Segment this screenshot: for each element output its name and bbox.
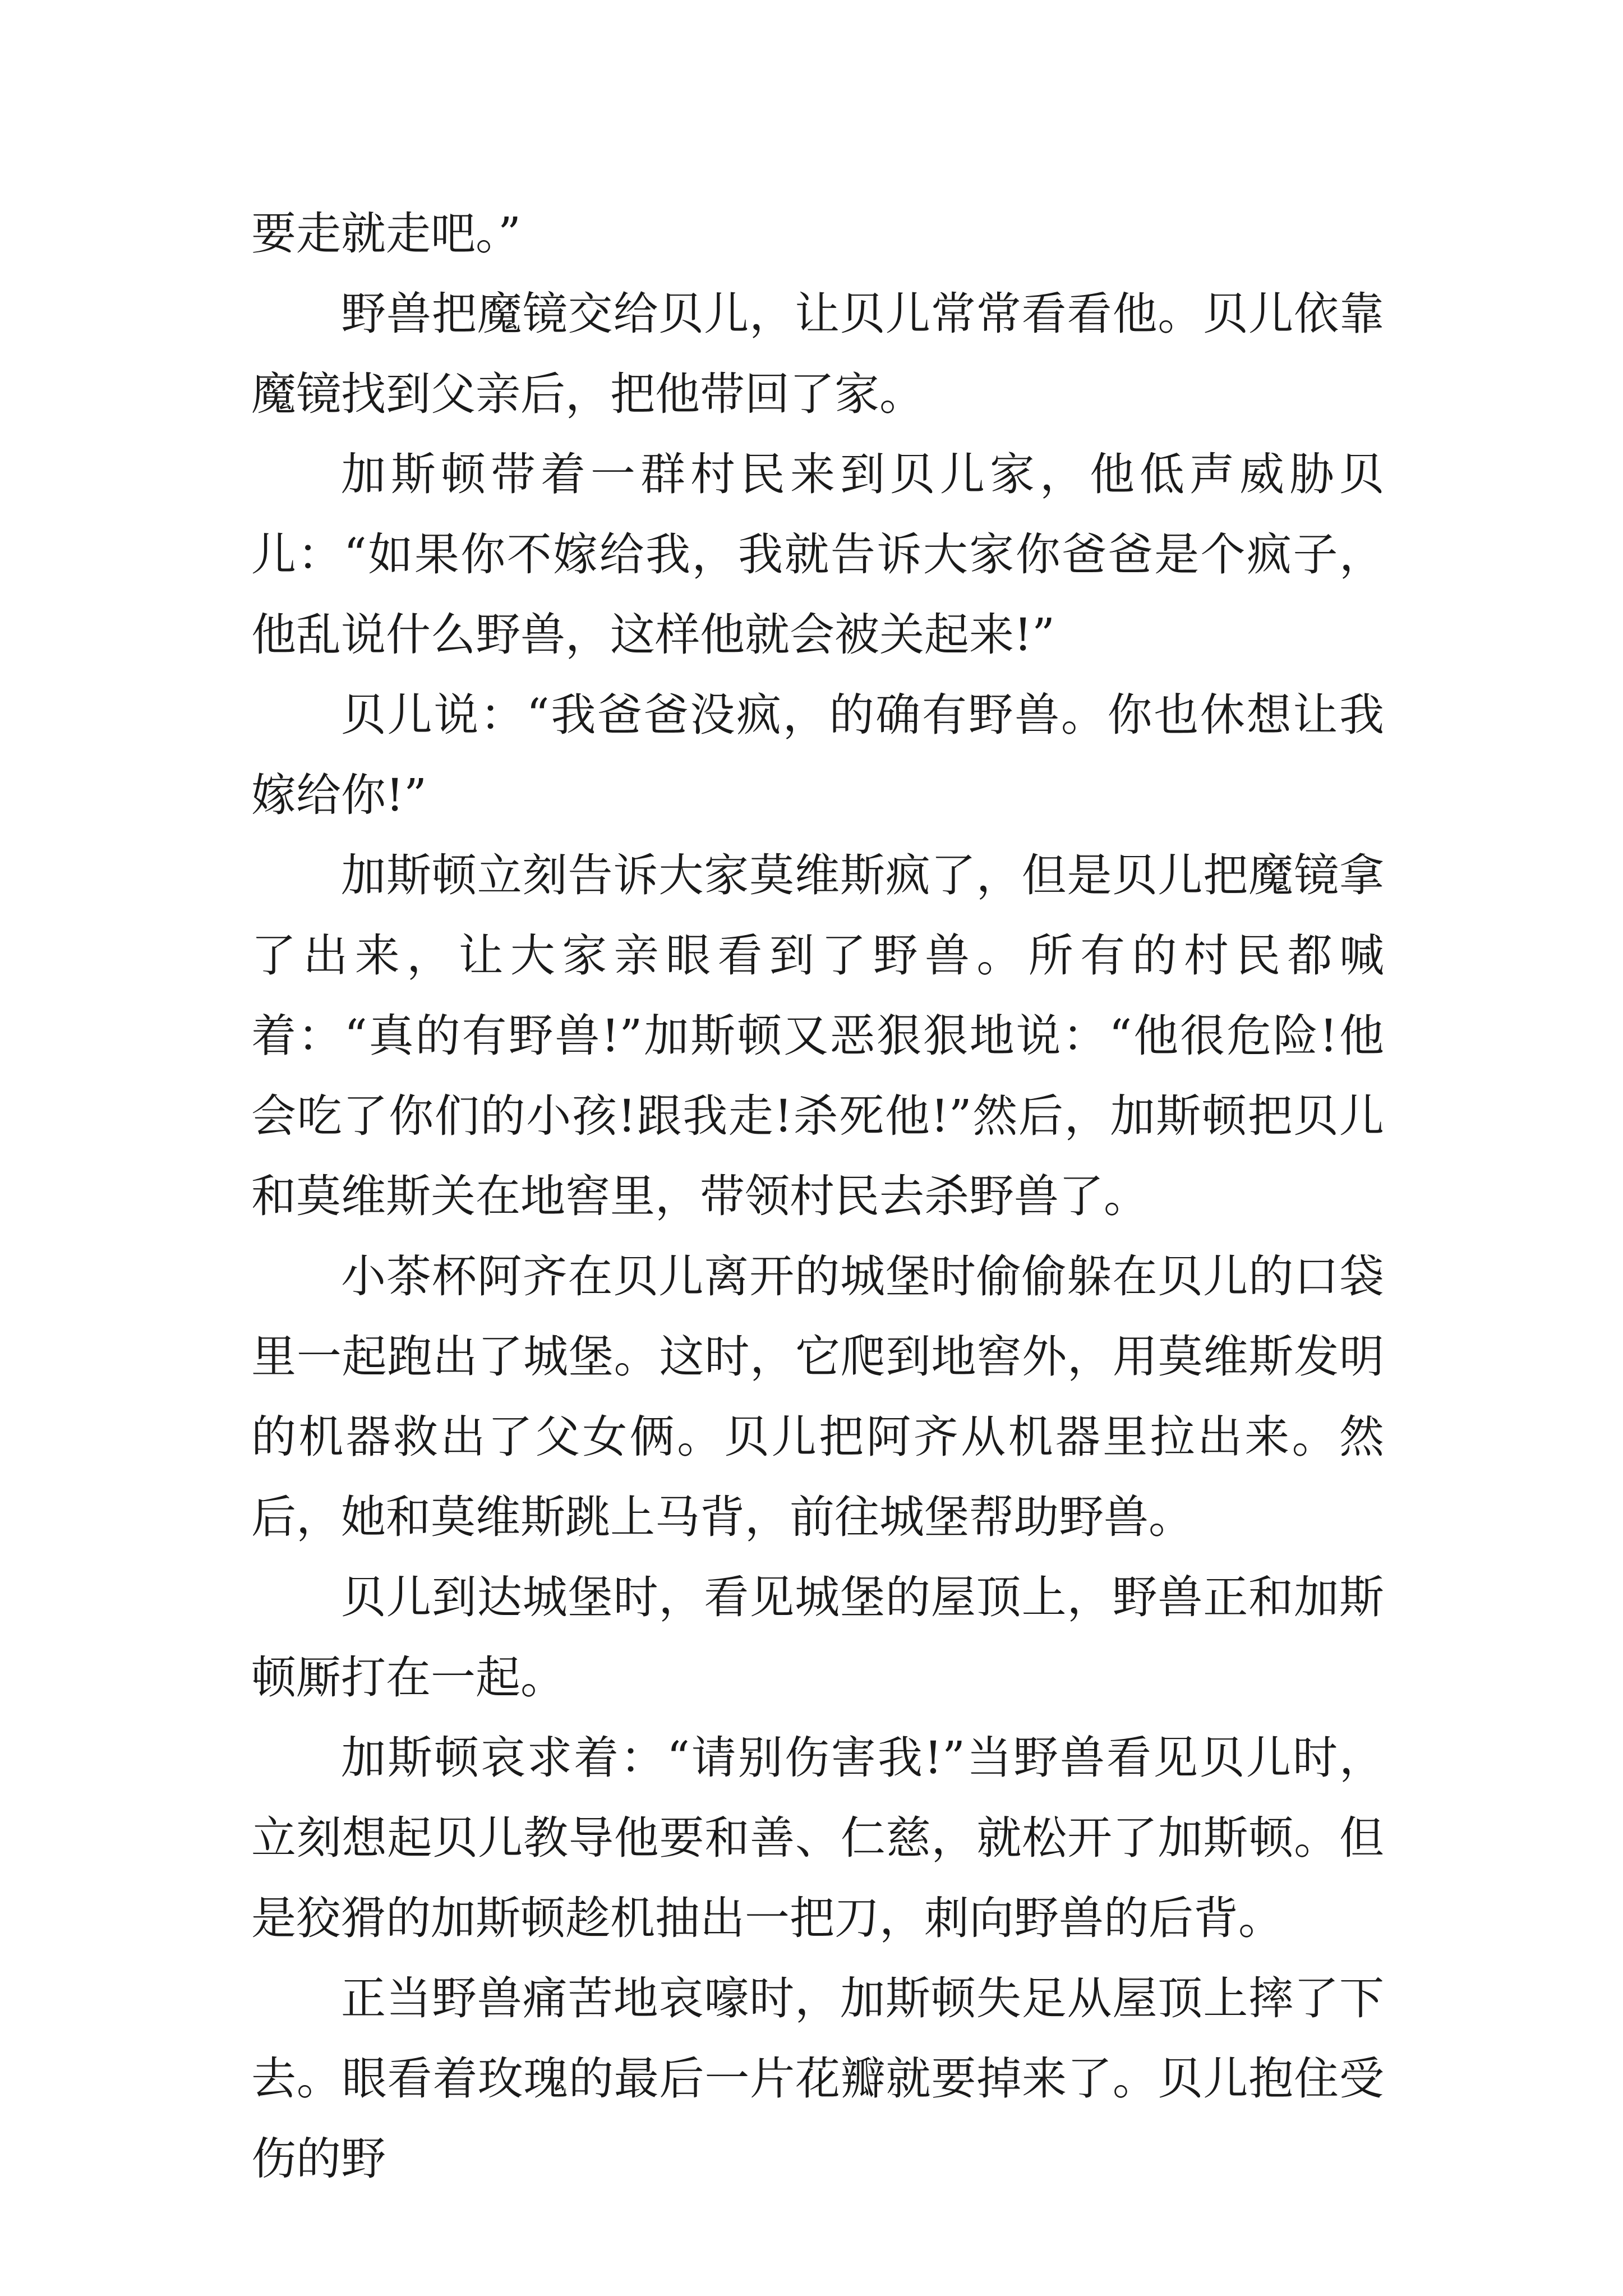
document-page	[251, 194, 1384, 2199]
paragraph-7: 贝儿到达城堡时，看见城堡的屋顶上，野兽正和加斯顿厮打在一起。	[251, 1571, 1384, 1704]
paragraph-2: 野兽把魔镜交给贝儿，让贝儿常常看看他。贝儿依靠魔镜找到父亲后，把他带回了家。	[251, 288, 1384, 420]
paragraph-5: 加斯顿立刻告诉大家莫维斯疯了，但是贝儿把魔镜拿了出来，让大家亲眼看到了野兽。所有的村民都喊着：“真的有野兽!”加斯顿又恶狠狠地说：“他很危险!他会吃了你们的小孩!跟我走!杀死他!”然后，加斯顿把贝儿和莫维斯关在地窖里，带领村民去杀野兽了。	[251, 849, 1384, 1222]
paragraph-1: 要走就走吧。”	[251, 208, 521, 260]
paragraph-8: 加斯顿哀求着：“请别伤害我!”当野兽看见贝儿时，立刻想起贝儿教导他要和善、仁慈，就松开了加斯顿。但是狡猾的加斯顿趁机抽出一把刀，刺向野兽的后背。	[251, 1732, 1384, 1944]
paragraph-6: 小茶杯阿齐在贝儿离开的城堡时偷偷躲在贝儿的口袋里一起跑出了城堡。这时，它爬到地窖外，用莫维斯发明的机器救出了父女俩。贝儿把阿齐从机器里拉出来。然后，她和莫维斯跳上马背，前往城堡帮助野兽。	[251, 1250, 1384, 1543]
paragraph-9: 正当野兽痛苦地哀嚎时，加斯顿失足从屋顶上摔了下去。眼看着玫瑰的最后一片花瓣就要掉来了。贝儿抱住受伤的野	[251, 1972, 1384, 2185]
paragraph-4: 贝儿说：“我爸爸没疯，的确有野兽。你也休想让我嫁给你!”	[251, 689, 1384, 821]
paragraph-3: 加斯顿带着一群村民来到贝儿家，他低声威胁贝儿：“如果你不嫁给我，我就告诉大家你爸爸是个疯子，他乱说什么野兽，这样他就会被关起来!”	[251, 448, 1384, 661]
